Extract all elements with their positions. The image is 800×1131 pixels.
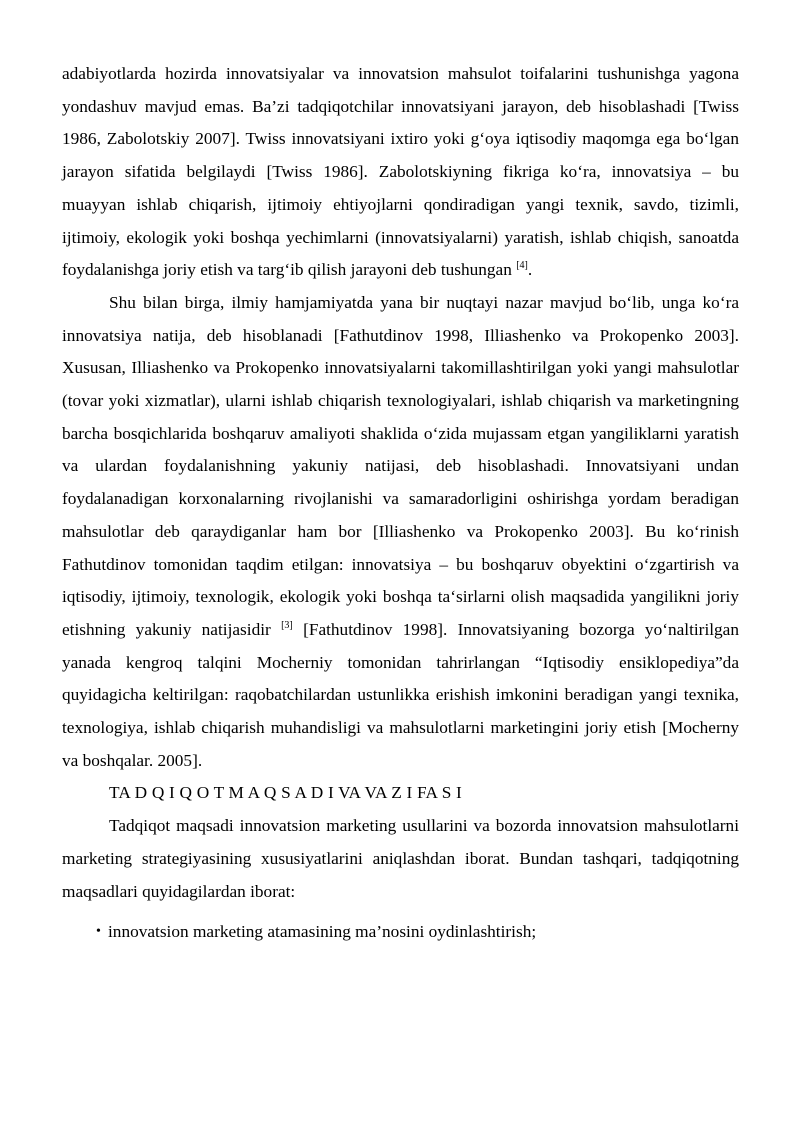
paragraph-2-tail: [Fathutdinov 1998]. Innovatsiyaning bozorga yo‘naltirilgan yanada kengroq talqini Mocherniy tomonidan tahrirlangan “Iqtisodiy ensiklopediya”da quyidagicha keltirilgan: raqobatchilardan ustunlikka erishish imkonini beradigan yangi texnika, texnologiya, ishlab chiqarish muhandisligi va mahsulotlarni marketingini joriy etish [Mocherny va boshqalar. 2005]. bbox=[62, 619, 739, 770]
paragraph-3-text: Tadqiqot maqsadi innovatsion marketing usullarini va bozorda innovatsion mahsulotlarni marketing strategiyasining xususiyatlarini aniqlashdan iborat. Bundan tashqari, tadqiqotning maqsadlari quyidagilardan iborat: bbox=[62, 816, 739, 901]
paragraph-2 bbox=[62, 287, 739, 778]
paragraph-2-text: Shu bilan birga, ilmiy hamjamiyatda yana bir nuqtayi nazar mavjud bo‘lib, unga ko‘ra innovatsiya natija, deb hisoblanadi [Fathutdinov 1998, Illiashenko va Prokopenko 2003]. Xususan, Illiashenko va Prokopenko innovatsiyalarni takomillashtirilgan yoki yangi mahsulotlar (tovar yoki xizmatlar), ularni ishlab chiqarish texnologiyalari, ishlab chiqarish va marketingning barcha bosqichlarida boshqaruv amaliyoti shaklida o‘zida mujassam etgan yangiliklarni yaratish va ulardan foydalanishning yakuniy natijasi, deb hisoblashadi. Innovatsiyani undan foydalanadigan korxonalarning rivojlanishi va samaradorligini oshirishga yordam beradigan mahsulotlar deb qaraydiganlar ham bor [Illiashenko va Prokopenko 2003]. Bu ko‘rinish Fathutdinov tomonidan taqdim etilgan: innovatsiya – bu boshqaruv obyektini o‘zgartirish va iqtisodiy, ijtimoiy, texnologik, ekologik yoki boshqa ta‘sirlarni olish maqsadida yangilikni joriy etishning yakuniy natijasidir bbox=[62, 292, 739, 639]
list-item bbox=[62, 916, 739, 949]
paragraph-1 bbox=[62, 58, 739, 287]
paragraph-3 bbox=[62, 810, 739, 908]
citation-ref-4: [4] bbox=[516, 260, 528, 272]
paragraph-1-text: adabiyotlarda hozirda innovatsiyalar va innovatsion mahsulot toifalarini tushunishga yagona yondashuv mavjud emas. Ba’zi tadqiqotchilar innovatsiyani jarayon, deb hisoblashadi [Twiss 1986, Zabolotskiy 2007]. Twiss innovatsiyani ixtiro yoki g‘oya iqtisodiy maqomga ega bo‘lgan jarayon sifatida belgilaydi [Twiss 1986]. Zabolotskiyning fikriga ko‘ra, innovatsiya – bu muayyan ishlab chiqarish, ijtimoiy ehtiyojlarni qondiradigan yangi texnik, savdo, tizimli, ijtimoiy, ekologik yoki boshqa yechimlarni (innovatsiyalarni) yaratish, ishlab chiqish, sanoatda foydalanishga joriy etish va targ‘ib qilish jarayoni deb tushungan bbox=[62, 64, 739, 280]
section-heading: TA D Q I Q O T M A Q S A D I VA VA Z I FA S I bbox=[109, 783, 463, 803]
paragraph-1-tail: . bbox=[527, 260, 533, 280]
document-page bbox=[62, 58, 739, 949]
objectives-list bbox=[62, 916, 739, 949]
citation-ref-3: [3] bbox=[281, 619, 293, 631]
bullet-icon: • bbox=[96, 924, 101, 940]
list-item-text: innovatsion marketing atamasining ma’nosini oydinlashtirish; bbox=[108, 922, 537, 942]
